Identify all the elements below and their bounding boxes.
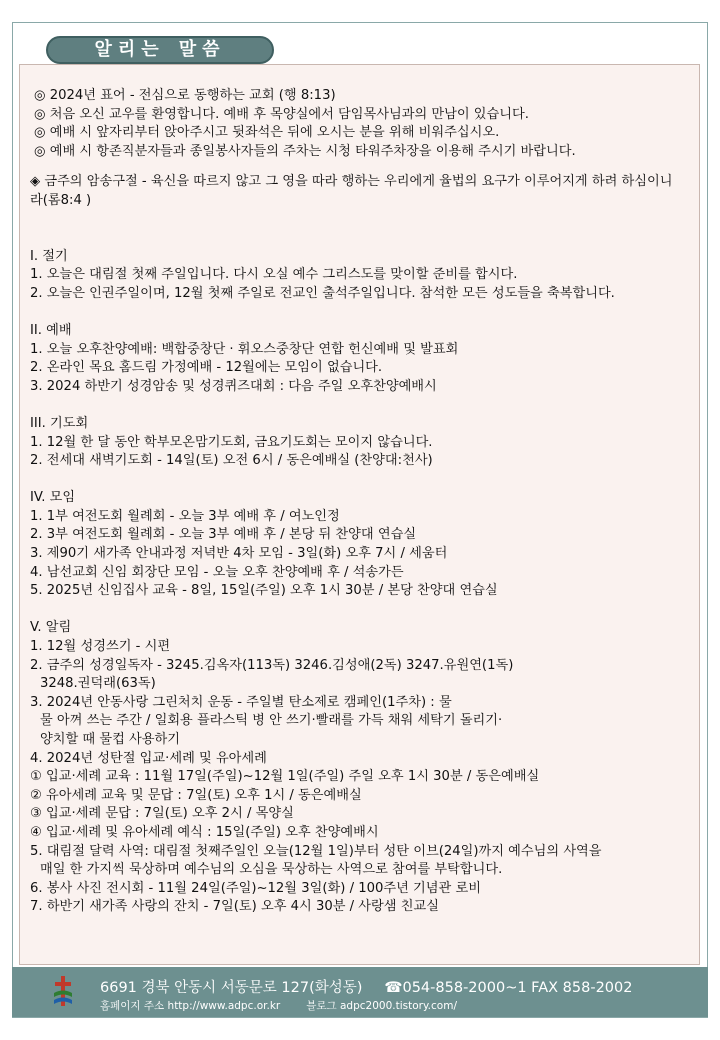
notice-item: ◎ 처음 오신 교우를 환영합니다. 예배 후 목양실에서 담임목사님과의 만남이 있습니다. — [34, 106, 529, 122]
section-item: 2. 금주의 성경일독자 - 3245.김옥자(113독) 3246.김성애(2독) 3247.유원연(1독) — [30, 657, 514, 673]
church-footer — [12, 967, 708, 1017]
notice-item: ◎ 예배 시 앞자리부터 앉아주시고 뒷좌석은 뒤에 오시는 분을 위해 비워주십시오. — [34, 125, 500, 141]
memory-verse: ◈ 금주의 암송구절 - 육신을 따르지 않고 그 영을 따라 행하는 우리에게 율법의 요구가 이루어지게 하려 하심이니라(롬8:4 ) — [30, 174, 673, 208]
section-heading: V. 알림 — [30, 620, 72, 636]
section-item: 2. 3부 여전도회 월례회 - 오늘 3부 예배 후 / 본당 뒤 찬양대 연습실 — [30, 527, 417, 543]
section-item: 2. 오늘은 인권주일이며, 12월 첫째 주일로 전교인 출석주일입니다. 참석한 모든 성도들을 축복합니다. — [30, 285, 615, 301]
notice-item: ◎ 2024년 표어 - 전심으로 동행하는 교회 (행 8:13) — [34, 88, 336, 103]
section-item: 3. 제90기 새가족 안내과정 저녁반 4차 모임 - 3일(화) 오후 7시 / 세움터 — [30, 546, 448, 562]
section-item-continued: 양치할 때 물컵 사용하기 — [40, 732, 180, 747]
section-item-continued: 매일 한 가지씩 묵상하며 예수님의 오심을 묵상하는 사역으로 참여를 부탁합니다. — [40, 862, 503, 878]
notice-content — [19, 64, 700, 965]
section-item: 7. 하반기 새가족 사랑의 잔치 - 7일(토) 오후 4시 30분 / 사랑샘 친교실 — [30, 899, 439, 915]
footer-homepage-link[interactable]: 홈페이지 주소 http://www.adpc.or.kr — [100, 1000, 281, 1012]
section-item: 1. 오늘 오후찬양예배: 백합중창단 · 휘오스중창단 연합 헌신예배 및 발표회 — [30, 341, 459, 357]
section-item: ④ 입교·세례 및 유아세례 예식 : 15일(주일) 오후 찬양예배시 — [30, 824, 379, 840]
section-item: 1. 1부 여전도회 월례회 - 오늘 3부 예배 후 / 여노인정 — [30, 508, 340, 524]
section-item: 3. 2024년 안동사랑 그린처치 운동 - 주일별 탄소제로 캠페인(1주차) : 물 — [30, 694, 452, 710]
section-heading: II. 예배 — [30, 322, 72, 338]
section-prayer — [30, 415, 699, 471]
section-meetings — [30, 489, 699, 601]
section-season — [30, 248, 699, 304]
section-item: 1. 오늘은 대림절 첫째 주일입니다. 다시 오실 예수 그리스도를 맞이할 준비를 합시다. — [30, 267, 518, 283]
section-item: 2. 전세대 새벽기도회 - 14일(토) 오전 6시 / 동은예배실 (찬양대:천사) — [30, 453, 433, 469]
section-item: 4. 남선교회 신임 회장단 모임 - 오늘 오후 찬양예배 후 / 석송가든 — [30, 564, 404, 580]
section-item: 6. 봉사 사진 전시회 - 11월 24일(주일)~12월 3일(화) / 100주년 기념관 로비 — [30, 880, 481, 896]
section-item: 1. 12월 성경쓰기 - 시편 — [30, 639, 171, 655]
page-title — [46, 36, 274, 64]
section-heading: I. 절기 — [30, 248, 68, 264]
footer-blog-link[interactable]: 블로그 adpc2000.tistory.com/ — [306, 1000, 457, 1012]
notice-item: ◎ 예배 시 항존직분자들과 종일봉사자들의 주차는 시청 타워주차장을 이용해 주시기 바랍니다. — [34, 143, 576, 159]
section-item-continued: 3248.권덕래(63독) — [40, 676, 156, 692]
section-item: ③ 입교·세례 문답 : 7일(토) 오후 2시 / 목양실 — [30, 806, 294, 822]
section-item: 2. 온라인 목요 홈드림 가정예배 - 12월에는 모임이 없습니다. — [30, 360, 383, 376]
title-word-2: 말씀 — [178, 39, 226, 60]
section-item: 5. 대림절 달력 사역: 대림절 첫째주일인 오늘(12월 1일)부터 성탄 이브(24일)까지 예수님의 사역을 — [30, 843, 602, 859]
section-item-continued: 물 아껴 쓰는 주간 / 일회용 플라스틱 병 안 쓰기·빨래를 가득 채워 세탁기 돌리기· — [40, 713, 503, 729]
section-worship — [30, 322, 699, 396]
section-item: 4. 2024년 성탄절 입교·세례 및 유아세례 — [30, 750, 267, 766]
section-item: 3. 2024 하반기 성경암송 및 성경퀴즈대회 : 다음 주일 오후찬양예배시 — [30, 378, 437, 394]
footer-address-line — [100, 976, 632, 997]
footer-phone: ☎054-858-2000~1 FAX 858-2002 — [384, 980, 633, 996]
church-cross-logo-icon — [52, 975, 74, 1009]
title-word-1: 알리는 — [94, 39, 165, 60]
footer-web-line — [100, 998, 457, 1013]
section-item: 5. 2025년 신임집사 교육 - 8일, 15일(주일) 오후 1시 30분 / 본당 찬양대 연습실 — [30, 583, 498, 599]
section-heading: III. 기도회 — [30, 415, 89, 431]
notice-list — [30, 87, 699, 161]
section-announcements — [30, 619, 699, 917]
section-item: ② 유아세례 교육 및 문답 : 7일(토) 오후 1시 / 동은예배실 — [30, 787, 362, 803]
footer-address: 6691 경북 안동시 서동문로 127(화성동) — [100, 980, 363, 996]
section-heading: IV. 모임 — [30, 490, 76, 506]
section-item: 1. 12월 한 달 동안 학부모온맘기도회, 금요기도회는 모이지 않습니다. — [30, 434, 433, 450]
section-item: ① 입교·세례 교육 : 11월 17일(주일)~12월 1일(주일) 주일 오후 1시 30분 / 동은예배실 — [30, 769, 540, 785]
